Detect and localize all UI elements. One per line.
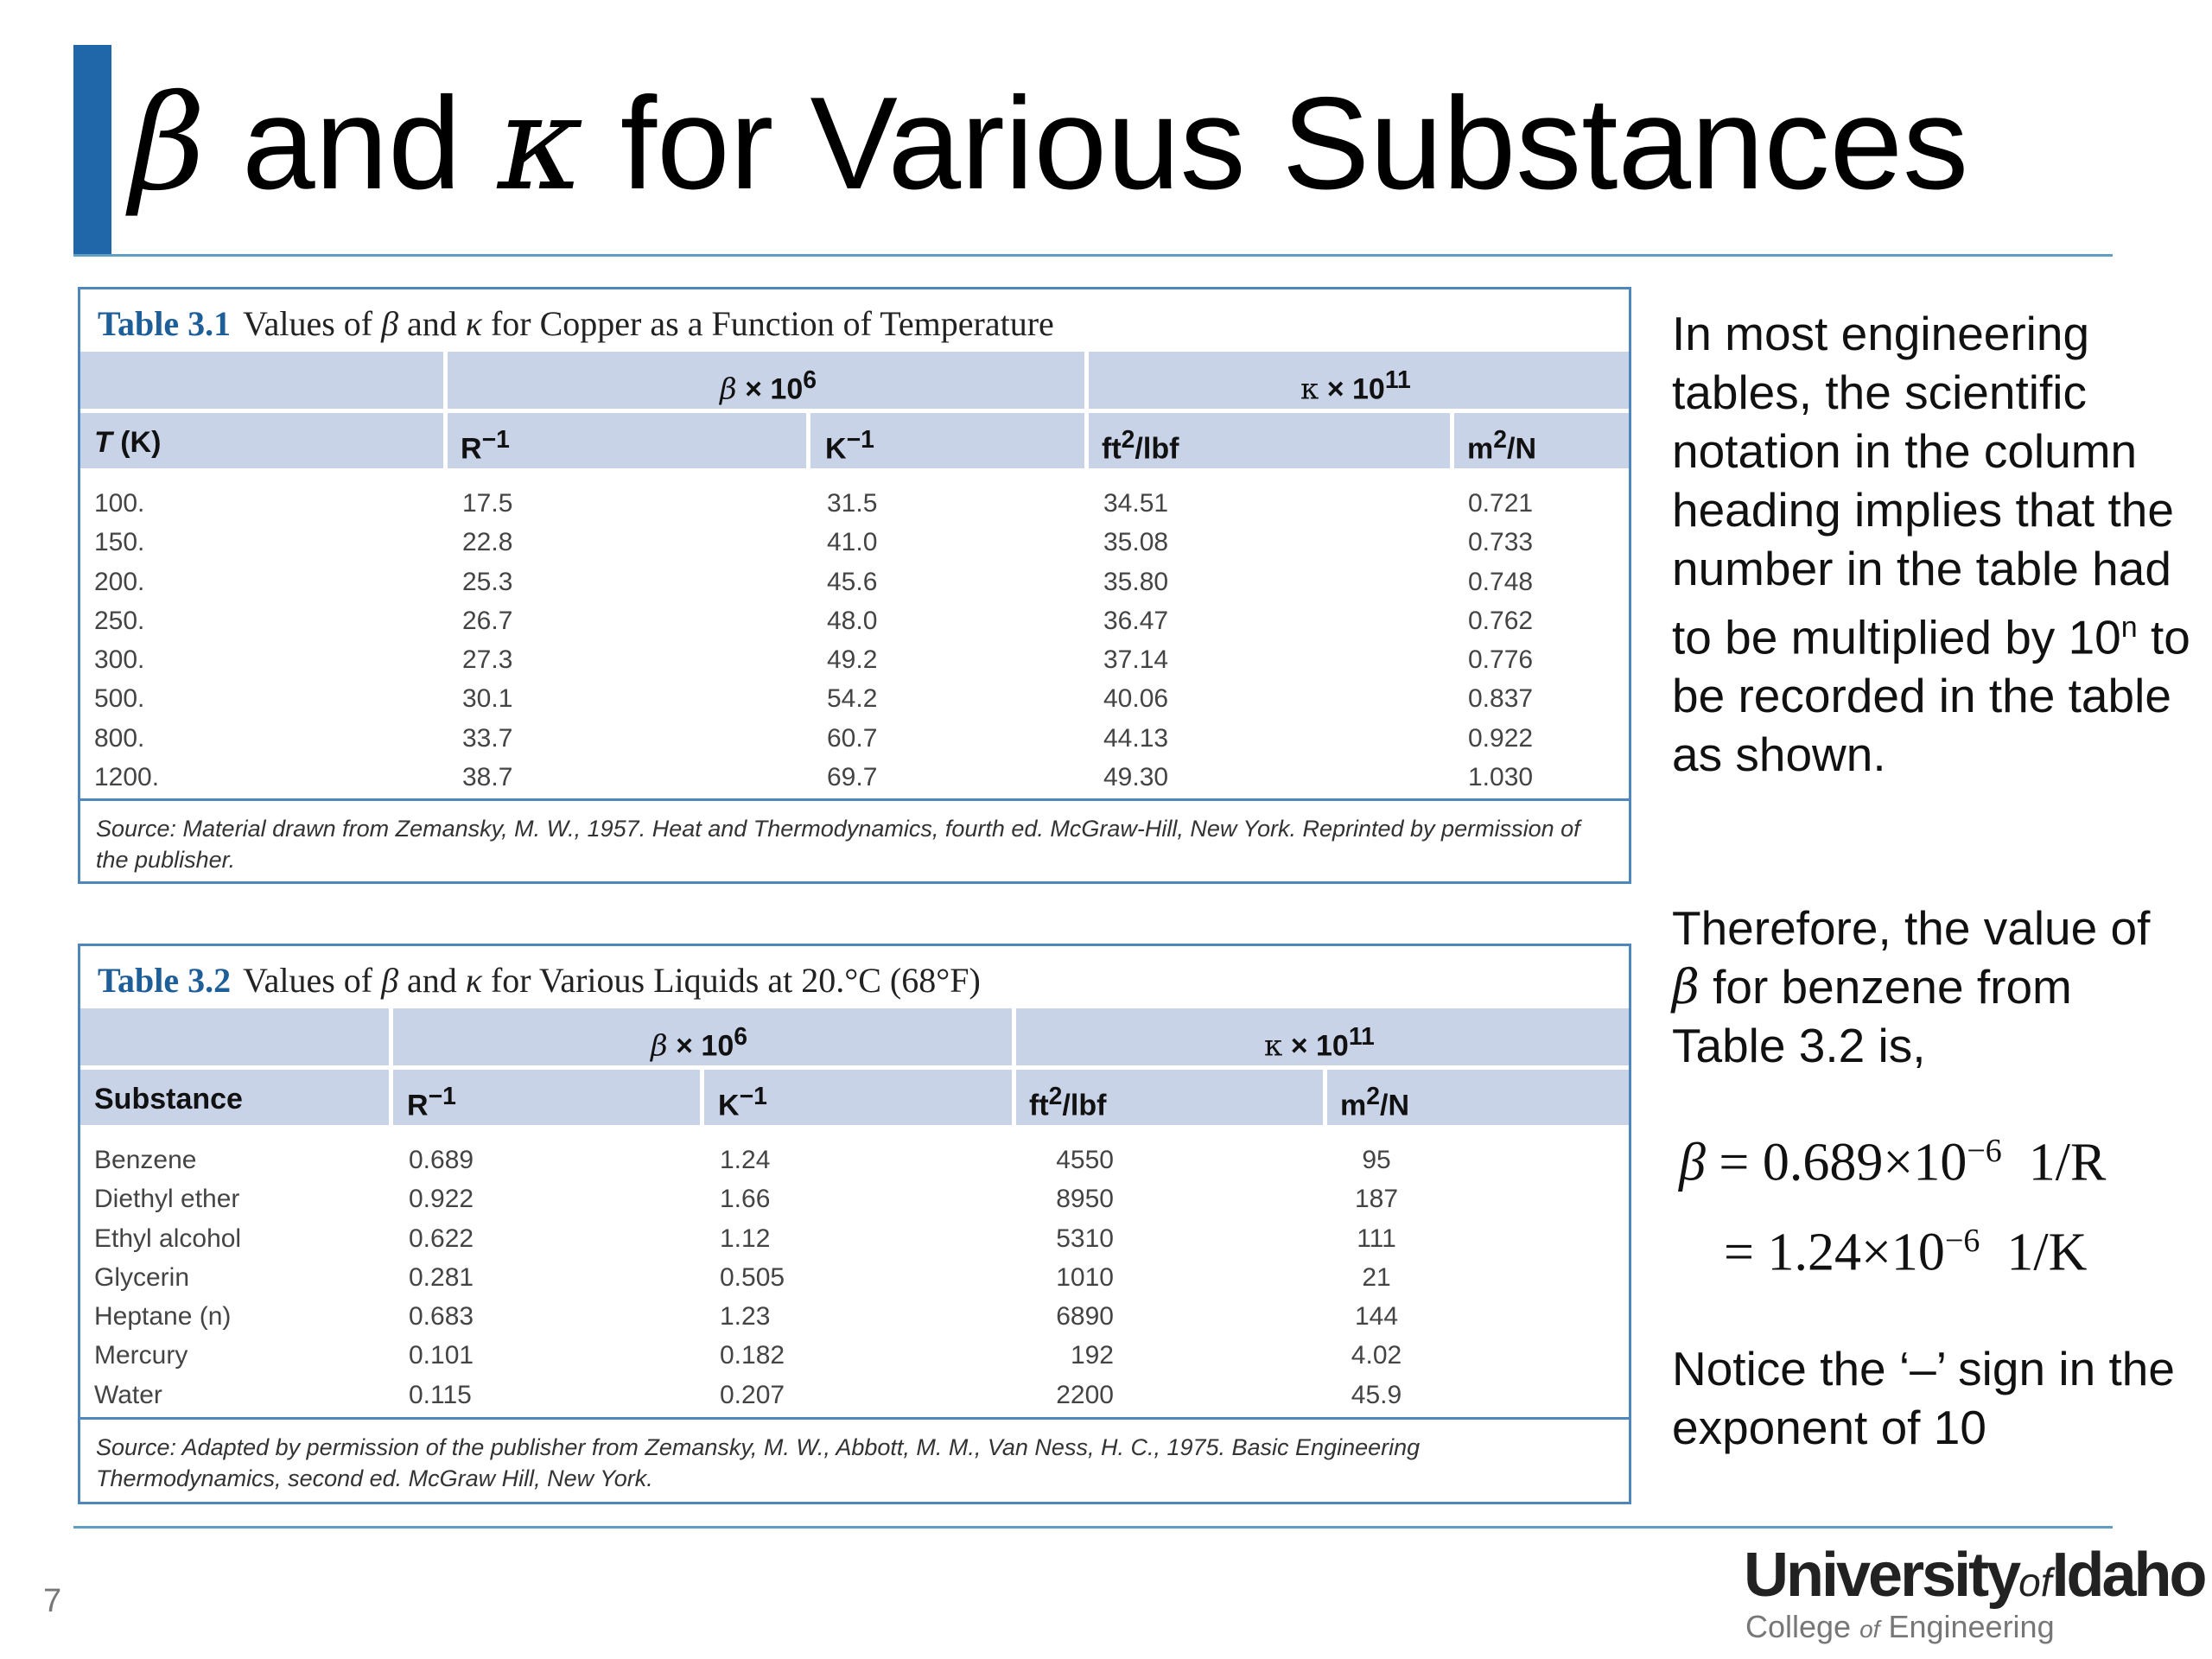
- table-cell: 6890: [1056, 1302, 1114, 1332]
- table-cell: 1.66: [720, 1185, 771, 1214]
- group-header-beta: $\beta \times 10^6$: [651, 1023, 747, 1064]
- table-cell: 17.5: [462, 489, 513, 518]
- table-cell: Ethyl alcohol: [94, 1224, 242, 1253]
- table-cell: 0.721: [1468, 489, 1534, 518]
- table-cell: 192: [1070, 1341, 1114, 1370]
- table-cell: 41.0: [827, 528, 878, 557]
- table-cell: 0.837: [1468, 684, 1534, 714]
- table-cell: 49.30: [1103, 763, 1169, 792]
- table-cell: Diethyl ether: [94, 1185, 240, 1214]
- table-cell: 22.8: [462, 528, 513, 557]
- university-logo: UniversityofIdaho: [1744, 1541, 2205, 1610]
- example-intro-paragraph: Therefore, the value of β for benzene from Table 3.2 is,: [1672, 901, 2151, 1072]
- table-cell: 35.08: [1103, 528, 1169, 557]
- table-cell: 49.2: [827, 645, 878, 675]
- column-header-kappa-m: $m^2/N$: [1467, 426, 1536, 466]
- column-header-temperature: T (K): [94, 426, 162, 459]
- table-cell: Water: [94, 1380, 162, 1409]
- page-title: β and κ for Various Substances: [130, 67, 1969, 219]
- column-beta-r: [409, 1141, 474, 1414]
- table-cell: 4550: [1056, 1146, 1114, 1174]
- table-cell: 69.7: [827, 763, 878, 792]
- column-header-beta-r: $R^{-1}$: [407, 1083, 456, 1122]
- table-cell: 0.281: [409, 1262, 474, 1292]
- table-cell: 0.622: [409, 1224, 474, 1253]
- explanation-paragraph: In most engineering tables, the scientific notation in the column heading implies that the number in the table had to be multiplied by 10$^n$ to be recorded in the table as shown.: [1672, 307, 2190, 782]
- column-kappa-ft: [1103, 484, 1168, 797]
- header-group-row: [80, 1008, 1629, 1065]
- footer-divider: [73, 1526, 2113, 1529]
- table-cell: 500.: [94, 684, 145, 714]
- table-cell: 300.: [94, 645, 145, 675]
- table-cell: 0.505: [720, 1262, 785, 1292]
- table-cell: 1200.: [94, 763, 160, 792]
- table-cell: 95: [1362, 1146, 1391, 1174]
- table-cell: 44.13: [1103, 723, 1169, 753]
- table-cell: 36.47: [1103, 606, 1169, 635]
- table-cell: 100.: [94, 489, 145, 518]
- table-cell: 0.207: [720, 1380, 785, 1409]
- column-kappa-m: [1468, 484, 1533, 797]
- equation-beta-per-rankine: $\beta = 0.689\times 10^{-6}$ 1/R: [1679, 1133, 2107, 1192]
- title-divider: [73, 254, 2113, 257]
- table-cell: 0.182: [720, 1341, 785, 1370]
- table-cell: 0.733: [1468, 528, 1534, 557]
- table-cell: 5310: [1056, 1224, 1114, 1253]
- table-cell: 250.: [94, 606, 145, 635]
- column-beta-k: [827, 484, 877, 797]
- table-cell: Benzene: [94, 1146, 197, 1174]
- table-cell: 37.14: [1103, 645, 1169, 675]
- column-header-substance: Substance: [94, 1083, 243, 1116]
- table-3-1: [78, 287, 1631, 884]
- table-cell: Heptane (n): [94, 1302, 232, 1332]
- table-cell: 54.2: [827, 684, 878, 714]
- table-cell: 45.6: [827, 567, 878, 596]
- table-cell: 25.3: [462, 567, 513, 596]
- table-cell: 1.23: [720, 1302, 771, 1332]
- note-paragraph: Notice the ‘–’ sign in the exponent of 10: [1672, 1342, 2175, 1454]
- table-cell: 111: [1357, 1224, 1396, 1253]
- table-cell: 0.776: [1468, 645, 1534, 675]
- column-substance: [94, 1141, 241, 1414]
- table-cell: 8950: [1056, 1185, 1114, 1214]
- table-cell: 200.: [94, 567, 145, 596]
- table-cell: 2200: [1056, 1380, 1114, 1409]
- table-cell: 1010: [1056, 1262, 1114, 1292]
- table-cell: 45.9: [1351, 1380, 1402, 1409]
- table-cell: 0.689: [409, 1146, 474, 1174]
- table-cell: 1.12: [720, 1224, 771, 1253]
- column-kappa-ft: [1031, 1141, 1114, 1414]
- table-cell: 1.030: [1468, 763, 1534, 792]
- table-cell: 0.922: [1468, 723, 1534, 753]
- table-cell: Mercury: [94, 1341, 188, 1370]
- table-cell: 34.51: [1103, 489, 1169, 518]
- table-cell: 30.1: [462, 684, 513, 714]
- table-cell: 31.5: [827, 489, 878, 518]
- table-3-2: [78, 944, 1631, 1504]
- table-cell: 33.7: [462, 723, 513, 753]
- table-cell: 48.0: [827, 606, 878, 635]
- table-cell: 4.02: [1351, 1341, 1402, 1370]
- table-cell: 35.80: [1103, 567, 1169, 596]
- table-cell: 0.683: [409, 1302, 474, 1332]
- column-header-kappa-ft: $ft^2$/lbf: [1102, 426, 1179, 466]
- table-caption: Table 3.1 Values of β and κ for Copper as a Function of Temperature: [98, 304, 1054, 343]
- table-cell: 0.115: [409, 1380, 472, 1409]
- column-header-kappa-ft: $ft^2$/lbf: [1029, 1083, 1107, 1122]
- column-t: [94, 484, 159, 797]
- page-number: 7: [43, 1583, 62, 1619]
- title-accent-bar: [73, 45, 111, 255]
- table-cell: Glycerin: [94, 1262, 190, 1292]
- table-cell: 1.24: [720, 1146, 771, 1174]
- group-header-beta: $\beta \times 10^6$: [720, 366, 817, 407]
- column-header-beta-k: $K^{-1}$: [718, 1083, 767, 1122]
- table-cell: 0.101: [409, 1341, 474, 1370]
- group-header-kappa: $\kappa \times 10^{11}$: [1264, 1023, 1375, 1064]
- table-source-note: Source: Material drawn from Zemansky, M. W., 1957. Heat and Thermodynamics, fourth ed. McGraw-Hill, New York. Reprinted by permission of the publisher.: [96, 816, 1580, 873]
- column-kappa-m: [1333, 1141, 1420, 1414]
- column-header-kappa-m: $m^2/N$: [1340, 1083, 1409, 1122]
- table-cell: 27.3: [462, 645, 513, 675]
- table-cell: 0.922: [409, 1185, 474, 1214]
- table-cell: 60.7: [827, 723, 878, 753]
- table-cell: 800.: [94, 723, 145, 753]
- table-cell: 26.7: [462, 606, 513, 635]
- table-cell: 187: [1354, 1185, 1399, 1214]
- table-cell: 40.06: [1103, 684, 1169, 714]
- column-beta-r: [462, 484, 512, 797]
- table-cell: 0.748: [1468, 567, 1534, 596]
- table-cell: 150.: [94, 528, 145, 557]
- column-header-beta-r: $R^{-1}$: [461, 426, 510, 466]
- group-header-kappa: $\kappa \times 10^{11}$: [1300, 366, 1411, 407]
- column-beta-k: [720, 1141, 785, 1414]
- college-name: College of Engineering: [1745, 1609, 2055, 1644]
- table-cell: 0.762: [1468, 606, 1534, 635]
- table-cell: 21: [1362, 1262, 1391, 1292]
- table-source-note: Source: Adapted by permission of the publisher from Zemansky, M. W., Abbott, M. M., Van Ness, H. C., 1975. Basic Engineering Thermodynamics, second ed. McGraw Hill, New York.: [96, 1434, 1421, 1491]
- equation-beta-per-kelvin: = $1.24\times 10^{-6}$ 1/K: [1724, 1223, 2088, 1282]
- table-cell: 144: [1354, 1302, 1399, 1332]
- column-header-beta-k: $K^{-1}$: [825, 426, 874, 466]
- table-cell: 38.7: [462, 763, 513, 792]
- table-caption: Table 3.2 Values of β and κ for Various Liquids at 20.°C (68°F): [98, 961, 981, 1000]
